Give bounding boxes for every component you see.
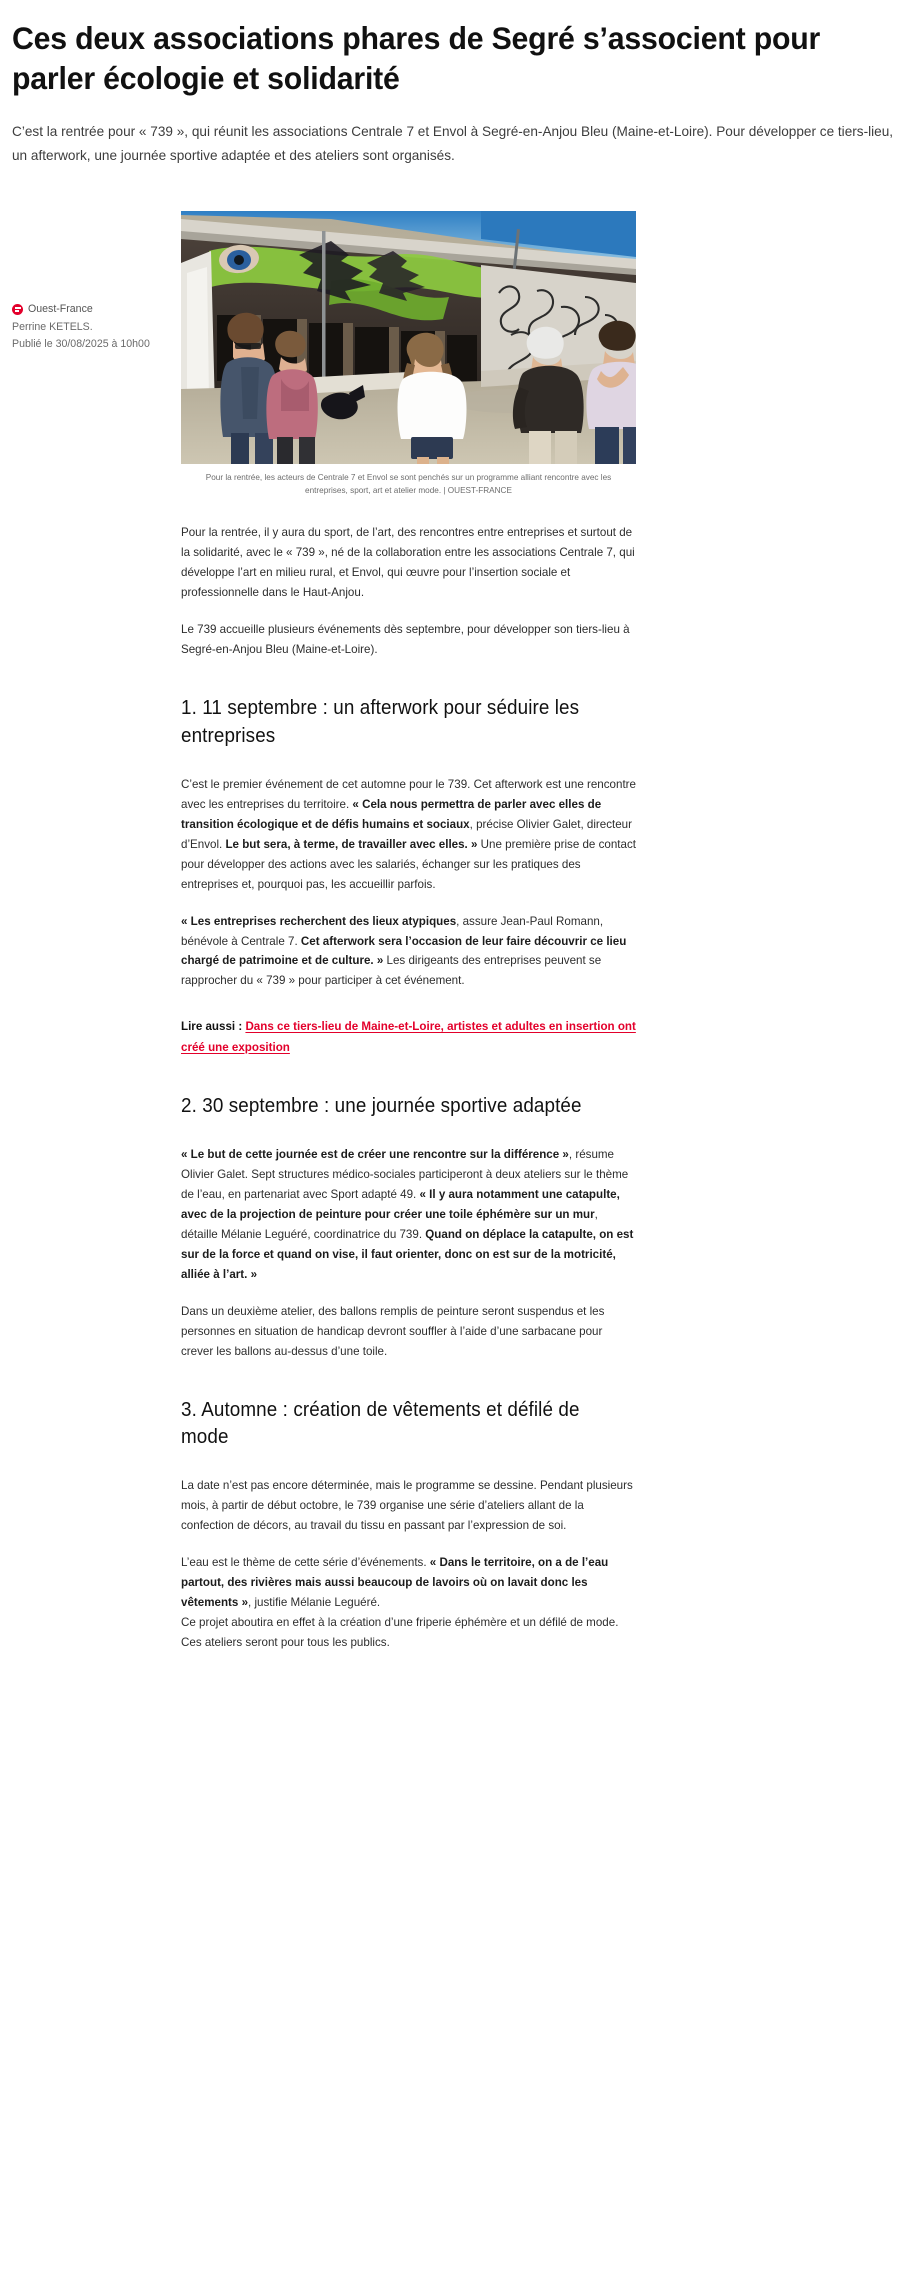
article-section bbox=[181, 1396, 636, 1653]
photo-caption: Pour la rentrée, les acteurs de Centrale 7 et Envol se sont penchés sur un programme alliant rencontre avec les entreprises, sport, art et atelier mode. | OUEST-FRANCE bbox=[205, 473, 612, 495]
section-body bbox=[181, 1145, 636, 1361]
paragraph: L’eau est le thème de cette série d’événements. « Dans le territoire, on a de l’eau partout, des rivières mais aussi beaucoup de lavoirs où on lavait donc les vêtements », justifie Mélanie Leguéré. Ce projet aboutira en effet à la création d’une friperie éphémère et un défilé de mode. Ces ateliers seront pour tous les publics. bbox=[181, 1556, 619, 1650]
page-title: Ces deux associations phares de Segré s’associent pour parler écologie et solidarité bbox=[12, 20, 821, 96]
section-heading: 2. 30 septembre : une journée sportive adaptée bbox=[181, 1093, 582, 1117]
byline-publish-date: Publié le 30/08/2025 à 10h00 bbox=[12, 338, 150, 351]
byline bbox=[12, 301, 167, 353]
brand-name: Ouest-France bbox=[28, 303, 93, 315]
read-also-label: Lire aussi : bbox=[181, 1020, 246, 1034]
article-standfirst: C’est la rentrée pour « 739 », qui réunit les associations Centrale 7 et Envol à Segré-en-Anjou Bleu (Maine-et-Loire). Pour développer ce tiers-lieu, un afterwork, une journée sportive adaptée et des ateliers sont organisés. bbox=[12, 124, 894, 163]
article-section bbox=[181, 1092, 636, 1362]
article-page bbox=[0, 18, 910, 2276]
article-section bbox=[181, 694, 636, 1058]
paragraph: Pour la rentrée, il y aura du sport, de l’art, des rencontres entre entreprises et surtout de la solidarité, avec le « 739 », né de la collaboration entre les associations Centrale 7, qui développe l’art en milieu rural, et Envol, qui œuvre pour l’insertion sociale et professionnelle dans le Haut-Anjou. bbox=[181, 526, 635, 600]
article-figure bbox=[181, 211, 636, 497]
paragraph: « Le but de cette journée est de créer une rencontre sur la différence », résume Olivier Galet. Sept structures médico-sociales participeront à deux ateliers sur le thème de l’eau, en partenariat avec Sport adapté 49. « Il y aura notamment une catapulte, avec de la projection de peinture pour créer une toile éphémère sur un mur, détaille Mélanie Leguéré, coordinatrice du 739. Quand on déplace la catapulte, on est sur de la force et quand on vise, il faut orienter, donc on est sur de la motricité, alliée à l’art. » bbox=[181, 1148, 634, 1281]
section-body bbox=[181, 1476, 636, 1653]
article-intro bbox=[181, 523, 636, 660]
section-heading: 3. Automne : création de vêtements et défilé de mode bbox=[181, 1397, 580, 1448]
read-also bbox=[181, 1017, 636, 1057]
paragraph: « Les entreprises recherchent des lieux atypiques, assure Jean-Paul Romann, bénévole à Centrale 7. Cet afterwork sera l’occasion de leur faire découvrir ce lieu chargé de patrimoine et de culture. » Les dirigeants des entreprises peuvent se rapprocher du « 739 » pour participer à cet événement. bbox=[181, 914, 627, 988]
article-body-column bbox=[181, 211, 636, 1653]
paragraph: La date n’est pas encore déterminée, mais le programme se dessine. Pendant plusieurs mois, à partir de début octobre, le 739 organise une série d’ateliers allant de la confection de décors, au travail du tissu en passant par l’expression de soi. bbox=[181, 1479, 633, 1533]
byline-author[interactable]: Perrine KETELS. bbox=[12, 321, 93, 334]
section-body bbox=[181, 775, 636, 991]
byline-brand bbox=[12, 301, 167, 318]
read-also-link[interactable]: Dans ce tiers-lieu de Maine-et-Loire, artistes et adultes en insertion ont créé une exposition bbox=[181, 1020, 636, 1054]
section-heading: 1. 11 septembre : un afterwork pour séduire les entreprises bbox=[181, 696, 580, 747]
ouest-france-logo-icon bbox=[12, 304, 23, 315]
paragraph: C’est le premier événement de cet automne pour le 739. Cet afterwork est une rencontre avec les entreprises du territoire. « Cela nous permettra de parler avec elles de transition écologique et de défis humains et sociaux, précise Olivier Galet, directeur d’Envol. Le but sera, à terme, de travailler avec elles. » Une première prise de contact pour développer des actions avec les salariés, échanger sur les pratiques des entreprises et, pourquoi pas, les accueillir parfois. bbox=[181, 777, 636, 891]
paragraph: Dans un deuxième atelier, des ballons remplis de peinture seront suspendus et les personnes en situation de handicap devront souffler à l’aide d’une sarbacane pour crever les ballons au-dessus d’une toile. bbox=[181, 1304, 605, 1358]
article-photo bbox=[181, 211, 636, 464]
paragraph: Le 739 accueille plusieurs événements dès septembre, pour développer son tiers-lieu à Segré-en-Anjou Bleu (Maine-et-Loire). bbox=[181, 623, 630, 657]
